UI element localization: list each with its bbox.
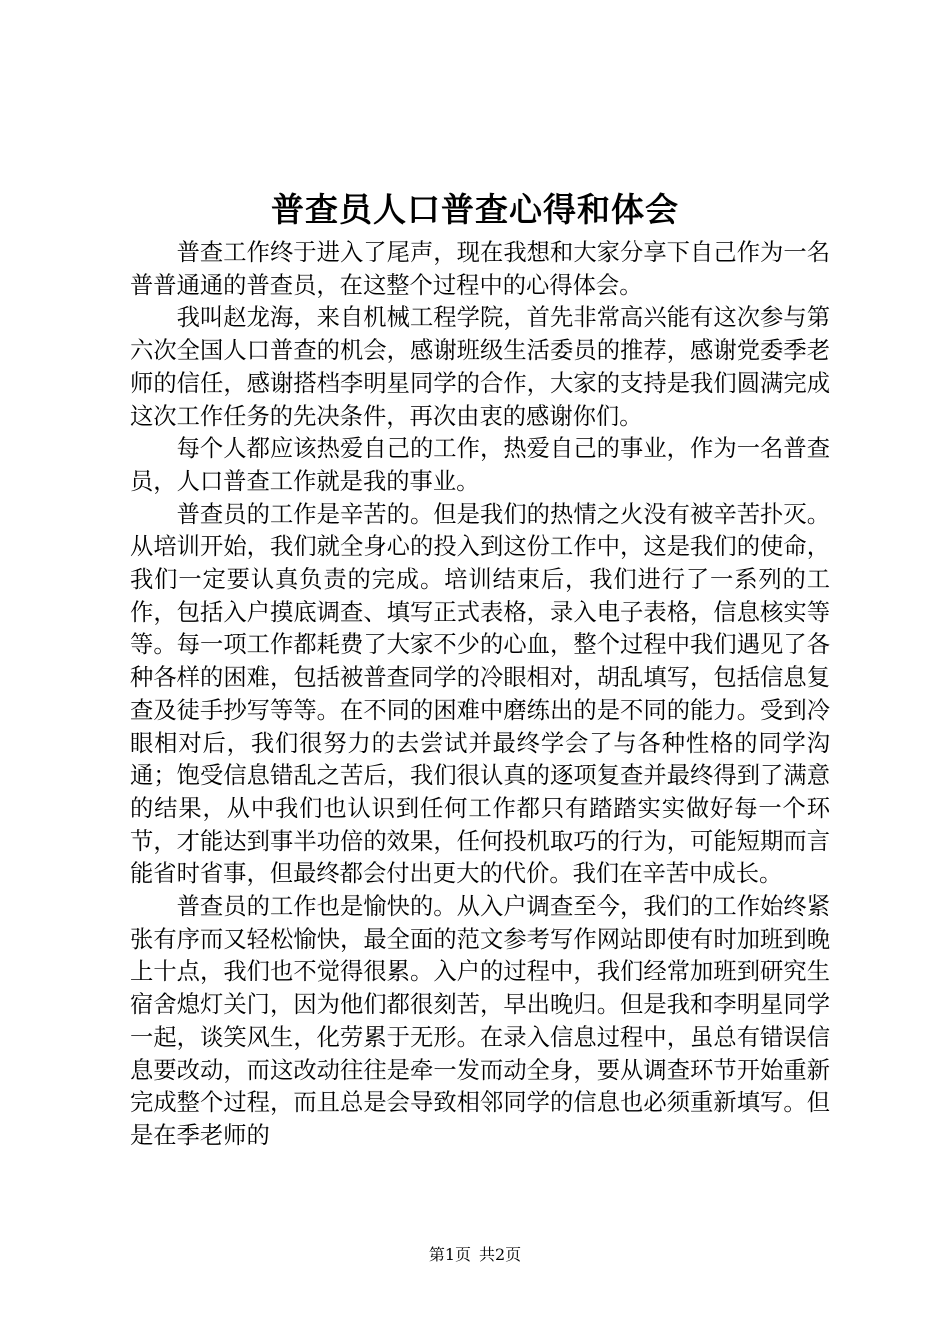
page-footer bbox=[0, 1245, 950, 1265]
document-title: 普查员人口普查心得和体会 bbox=[271, 190, 679, 229]
paragraph: 普查工作终于进入了尾声，现在我想和大家分享下自己作为一名普普通通的普查员，在这整个过程中的心得体会。 bbox=[130, 239, 830, 299]
paragraph: 普查员的工作也是愉快的。从入户调查至今，我们的工作始终紧张有序而又轻松愉快，最全面的范文参考写作网站即使有时加班到晚上十点，我们也不觉得很累。入户的过程中，我们经常加班到研究生宿舍熄灯关门，因为他们都很刻苦，早出晚归。但是我和李明星同学一起，谈笑风生，化劳累于无形。在录入信息过程中，虽总有错误信息要改动，而这改动往往是牵一发而动全身，要从调查环节开始重新完成整个过程，而且总是会导致相邻同学的信息也必须重新填写。但是在季老师的 bbox=[130, 893, 830, 1149]
page-total: 共2页 bbox=[479, 1245, 522, 1264]
document-body bbox=[130, 237, 830, 1153]
paragraph: 我叫赵龙海，来自机械工程学院，首先非常高兴能有这次参与第六次全国人口普查的机会，感谢班级生活委员的推荐，感谢党委季老师的信任，感谢搭档李明星同学的合作，大家的支持是我们圆满完成这次工作任务的先决条件，再次由衷的感谢你们。 bbox=[130, 304, 830, 430]
paragraph: 每个人都应该热爱自己的工作，热爱自己的事业，作为一名普查员，人口普查工作就是我的事业。 bbox=[130, 435, 830, 495]
page-number: 第1页 bbox=[428, 1245, 471, 1264]
paragraph: 普查员的工作是辛苦的。但是我们的热情之火没有被辛苦扑灭。从培训开始，我们就全身心的投入到这份工作中，这是我们的使命，我们一定要认真负责的完成。培训结束后，我们进行了一系列的工作，包括入户摸底调查、填写正式表格，录入电子表格，信息核实等等。每一项工作都耗费了大家不少的心血，整个过程中我们遇见了各种各样的困难，包括被普查同学的冷眼相对，胡乱填写，包括信息复查及徒手抄写等等。在不同的困难中磨练出的是不同的能力。受到冷眼相对后，我们很努力的去尝试并最终学会了与各种性格的同学沟通；饱受信息错乱之苦后，我们很认真的逐项复查并最终得到了满意的结果，从中我们也认识到任何工作都只有踏踏实实做好每一个环节，才能达到事半功倍的效果，任何投机取巧的行为，可能短期而言能省时省事，但最终都会付出更大的代价。我们在辛苦中成长。 bbox=[130, 500, 830, 888]
